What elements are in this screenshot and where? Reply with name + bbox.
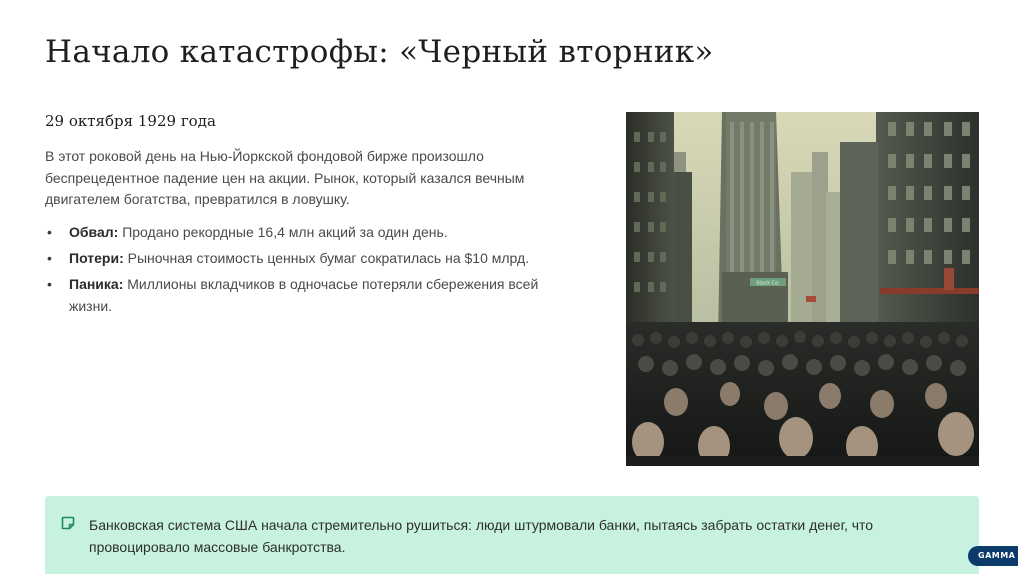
callout-box — [45, 496, 979, 574]
slide-date-heading: 29 октября 1929 года — [45, 112, 216, 130]
bullet-item-losses — [45, 248, 565, 270]
building-sign: Stock Co. — [756, 280, 780, 287]
bullet-text: Рыночная стоимость ценных бумаг сократилась на $10 млрд. — [123, 250, 530, 266]
bullet-text: Миллионы вкладчиков в одночасье потеряли сбережения всей жизни. — [69, 276, 539, 314]
gamma-badge[interactable]: GAMMA — [968, 546, 1018, 566]
callout-text: Банковская система США начала стремительно рушиться: люди штурмовали банки, пытаясь забрать остатки денег, что провоцировало массовые банкротства. — [89, 517, 874, 555]
bullet-item-panic — [45, 274, 565, 317]
bullet-marker: • — [47, 224, 52, 240]
bullet-marker: • — [47, 276, 52, 292]
bullet-term: Паника: — [69, 276, 124, 292]
bullet-item-crash — [45, 222, 565, 244]
slide-title: Начало катастрофы: «Черный вторник» — [45, 34, 714, 70]
bullet-term: Потери: — [69, 250, 124, 266]
bullet-term: Обвал: — [69, 224, 119, 240]
note-icon — [61, 516, 75, 530]
bullet-marker: • — [47, 250, 52, 266]
bullet-list — [45, 222, 565, 322]
intro-paragraph: В этот роковой день на Нью-Йоркской фондовой бирже произошло беспрецедентное падение цен на акции. Рынок, который казался вечным двигателем богатства, превратился в ловушку. — [45, 148, 525, 207]
crowd-street-photo — [626, 112, 979, 466]
bullet-text: Продано рекордные 16,4 млн акций за один день. — [118, 224, 448, 240]
